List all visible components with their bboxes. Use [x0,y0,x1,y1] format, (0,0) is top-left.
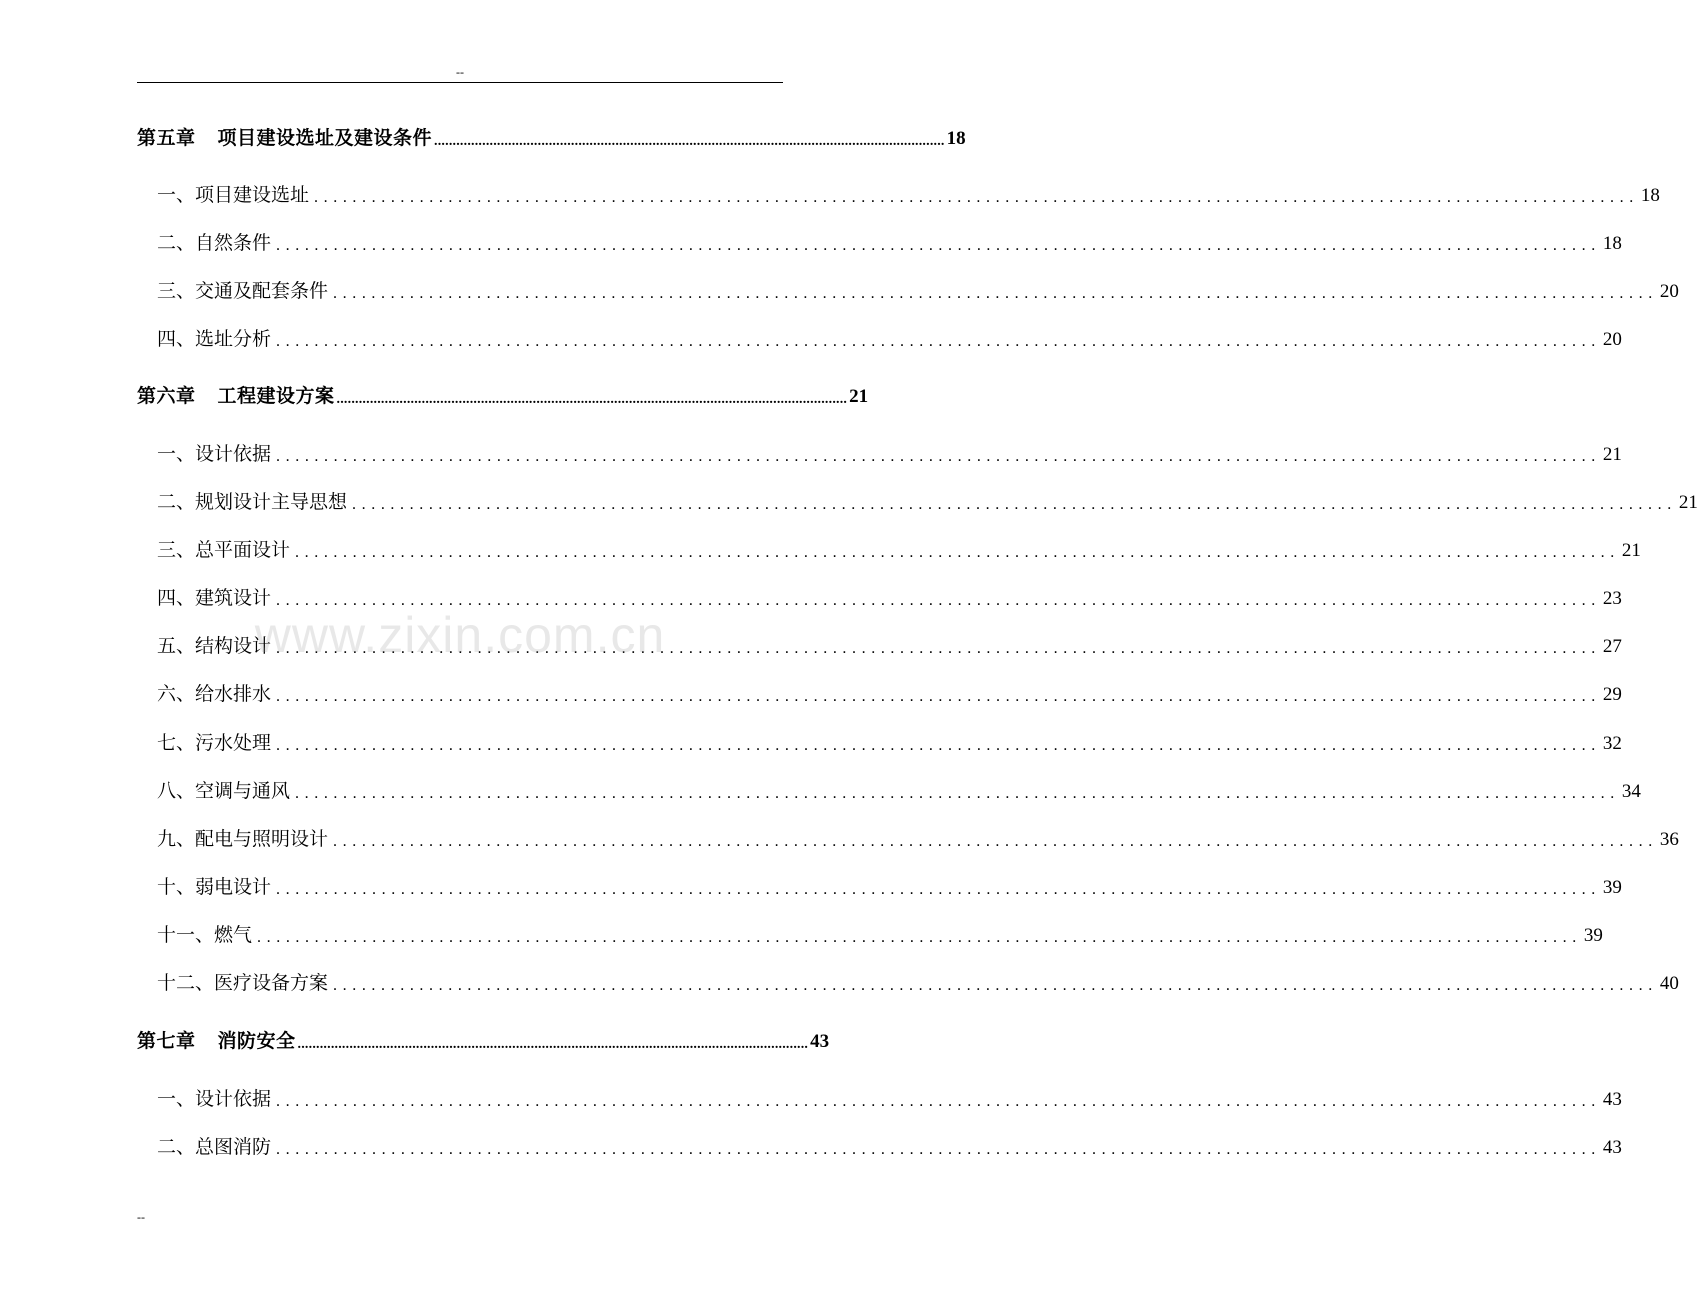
toc-leader: .......................................................................................................................................... [333,977,1658,994]
toc-label: 四、建筑设计 [157,587,272,609]
toc-section[interactable] [157,725,1622,755]
toc-label: 第六章 工程建设方案 [137,385,335,407]
toc-section[interactable] [157,225,1622,255]
toc-section[interactable] [157,273,1679,303]
toc-section[interactable] [157,1081,1622,1111]
toc-leader: .......................................................................................................................................... [434,134,945,149]
toc-page-number: 32 [1602,733,1622,754]
toc-section[interactable] [157,869,1622,899]
toc-page-number: 21 [1621,540,1641,561]
toc-label: 五、结构设计 [157,635,272,657]
toc-label: 六、给水排水 [157,683,272,705]
toc-page-number: 18 [1602,233,1622,254]
toc-page-number: 21 [849,386,869,407]
toc-section[interactable] [157,821,1679,851]
toc-label: 二、规划设计主导思想 [157,491,348,513]
toc-page-number: 27 [1602,636,1622,657]
toc-page-number: 21 [1678,492,1698,513]
toc-label: 七、污水处理 [157,732,272,754]
toc-leader: .......................................................................................................................................... [333,833,1658,850]
header-rule [137,82,783,83]
toc-leader: .......................................................................................................................................... [276,640,1601,657]
toc-chapter-5[interactable] [137,120,966,150]
toc-page-number: 18 [1640,185,1660,206]
page-footer-mark: -- [137,1210,145,1224]
toc-leader: .......................................................................................................................................... [276,737,1601,754]
toc-page-number: 39 [1583,925,1603,946]
toc-leader: .......................................................................................................................................... [314,189,1639,206]
toc-page-number: 43 [1602,1089,1622,1110]
toc-section[interactable] [157,484,1698,514]
toc-section[interactable] [157,1129,1622,1159]
toc-label: 第七章 消防安全 [137,1030,296,1052]
toc-label: 一、设计依据 [157,443,272,465]
toc-section[interactable] [157,580,1622,610]
toc-leader: .......................................................................................................................................... [276,881,1601,898]
toc-leader: .......................................................................................................................................... [336,392,848,407]
toc-label: 九、配电与照明设计 [157,828,329,850]
watermark: www.zixin.com.cn [254,607,666,663]
toc-label: 十、弱电设计 [157,876,272,898]
toc-label: 二、总图消防 [157,1136,272,1158]
toc-page-number: 21 [1602,444,1622,465]
toc-label: 十一、燃气 [157,924,253,946]
toc-page-number: 23 [1602,588,1622,609]
toc-leader: .......................................................................................................................................... [276,688,1601,705]
toc-section[interactable] [157,436,1622,466]
toc-leader: .......................................................................................................................................... [276,333,1601,350]
toc-page-number: 36 [1659,829,1679,850]
toc-page-number: 20 [1602,329,1622,350]
toc-leader: .......................................................................................................................................... [276,237,1601,254]
toc-label: 三、总平面设计 [157,539,291,561]
toc-chapter-6[interactable] [137,378,869,408]
toc-section[interactable] [157,676,1622,706]
toc-page-number: 43 [810,1031,830,1052]
toc-section[interactable] [157,532,1641,562]
toc-label: 八、空调与通风 [157,780,291,802]
toc-leader: .......................................................................................................................................... [276,592,1601,609]
toc-label: 三、交通及配套条件 [157,280,329,302]
toc-label: 第五章 项目建设选址及建设条件 [137,127,433,149]
toc-page-number: 18 [946,128,966,149]
toc-section[interactable] [157,773,1641,803]
toc-leader: .......................................................................................................................................... [333,285,1658,302]
toc-leader: .......................................................................................................................................... [257,929,1582,946]
toc-leader: .......................................................................................................................................... [295,544,1620,561]
toc-leader: .......................................................................................................................................... [352,496,1677,513]
toc-section[interactable] [157,917,1603,947]
toc-leader: .......................................................................................................................................... [295,785,1620,802]
toc-page-number: 39 [1602,877,1622,898]
toc-page-number: 43 [1602,1137,1622,1158]
toc-section[interactable] [157,321,1622,351]
toc-section[interactable] [157,965,1679,995]
toc-section[interactable] [157,177,1660,207]
toc-leader: .......................................................................................................................................... [276,1141,1601,1158]
toc-label: 十二、医疗设备方案 [157,972,329,994]
toc-section[interactable] [157,628,1622,658]
toc-label: 四、选址分析 [157,328,272,350]
toc-label: 一、项目建设选址 [157,184,310,206]
toc-page-number: 29 [1602,684,1622,705]
toc-leader: .......................................................................................................................................... [297,1037,809,1052]
toc-page-number: 20 [1659,281,1679,302]
toc-chapter-7[interactable] [137,1023,830,1053]
toc-leader: .......................................................................................................................................... [276,448,1601,465]
toc-label: 二、自然条件 [157,232,272,254]
toc-leader: .......................................................................................................................................... [276,1093,1601,1110]
toc-page-number: 34 [1621,781,1641,802]
toc-page-number: 40 [1659,973,1679,994]
page-header-mark: -- [456,65,464,79]
toc-label: 一、设计依据 [157,1088,272,1110]
